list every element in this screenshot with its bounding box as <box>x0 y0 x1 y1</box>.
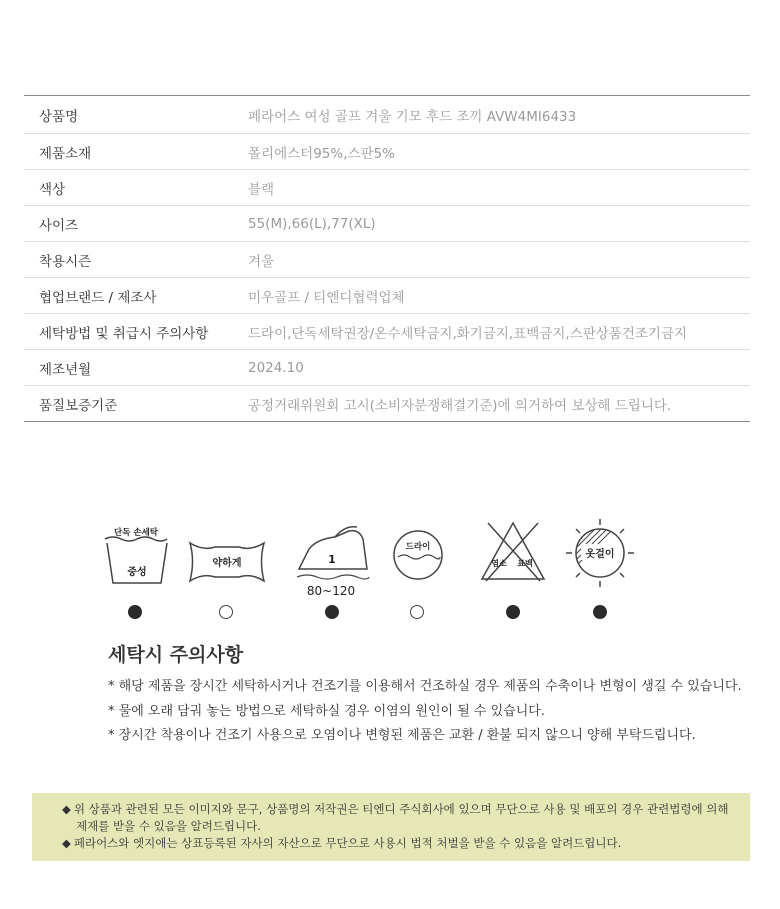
care-notes-list <box>108 675 742 749</box>
notice-text: 위 상품과 관련된 모든 이미지와 문구, 상품명의 저작권은 티엔디 주식회사에 있으며 무단으로 사용 및 배포의 경우 관련법령에 의해 <box>73 802 729 816</box>
wring-icon <box>187 515 267 587</box>
wring-label: 약하게 <box>212 558 242 569</box>
iron-icon <box>295 515 371 601</box>
row-label: 상품명 <box>39 108 79 125</box>
hand-wash-label: 단독 손세탁 <box>113 528 159 538</box>
row-value: 폴리에스터95%,스판5% <box>248 145 396 162</box>
list-item: * 해당 제품을 장시간 세탁하시거나 건조기를 이용해서 건조하실 경우 제품의 수축이나 변형이 생길 수 있습니다. <box>108 679 742 694</box>
dry-clean-symbol <box>391 515 481 625</box>
wring-symbol <box>187 515 277 625</box>
care-symbols <box>95 515 655 625</box>
row-value: 미우골프 / 티엔디협력업체 <box>248 289 405 306</box>
row-label: 제품소재 <box>39 145 92 162</box>
hang-dry-label: 옷걸이 <box>585 549 615 560</box>
row-label: 색상 <box>39 181 66 198</box>
table-row <box>24 169 750 205</box>
table-row <box>24 313 750 349</box>
row-label: 착용시즌 <box>39 253 92 270</box>
table-row <box>24 205 750 241</box>
iron-symbol <box>295 515 385 625</box>
row-value: 55(M),66(L),77(XL) <box>248 215 376 232</box>
table-row <box>24 277 750 313</box>
row-value: 페라어스 여성 골프 겨울 기모 후드 조끼 AVW4MI6433 <box>248 108 577 125</box>
iron-level: 1 <box>328 553 336 566</box>
care-notes-title: 세탁시 주의사항 <box>108 644 244 666</box>
diamond-bullet-icon: ◆ <box>62 802 71 816</box>
row-value: 블랙 <box>248 181 275 198</box>
row-label: 제조년월 <box>39 361 92 378</box>
dry-clean-icon <box>391 515 447 587</box>
row-value: 드라이,단독세탁권장/온수세탁금지,화기금지,표백금지,스판상품건조기금지 <box>248 325 688 342</box>
product-info-table <box>24 95 750 422</box>
table-row <box>24 385 750 421</box>
chlorine-label: 염소 <box>491 559 507 568</box>
unselected-marker <box>410 605 424 619</box>
bleach-label: 표백 <box>517 559 533 568</box>
row-label: 품질보증기준 <box>39 397 118 414</box>
table-row <box>24 241 750 277</box>
copyright-notice <box>32 793 750 861</box>
row-value: 공정거래위원회 고시(소비자분쟁해결기준)에 의거하여 보상해 드립니다. <box>248 397 672 414</box>
hand-wash-symbol <box>103 515 193 625</box>
row-value: 겨울 <box>248 253 275 270</box>
notice-line <box>62 801 730 818</box>
hang-dry-symbol <box>565 515 655 625</box>
selected-marker <box>128 605 142 619</box>
row-label: 사이즈 <box>39 217 79 234</box>
row-value: 2024.10 <box>248 359 304 376</box>
unselected-marker <box>219 605 233 619</box>
list-item: * 물에 오래 담궈 놓는 방법으로 세탁하실 경우 이염의 원인이 될 수 있습니다. <box>108 703 545 719</box>
selected-marker <box>325 605 339 619</box>
list-item: * 장시간 착용이나 건조기 사용으로 오염이나 변형된 제품은 교환 / 환불 되지 않으니 양해 부탁드립니다. <box>108 728 696 743</box>
notice-line <box>62 835 730 852</box>
table-row <box>24 96 750 133</box>
row-label: 협업브랜드 / 제조사 <box>39 289 157 306</box>
row-label: 세탁방법 및 취급시 주의사항 <box>39 325 209 342</box>
table-row <box>24 349 750 385</box>
notice-text: 제재를 받을 수 있음을 알려드립니다. <box>76 819 261 833</box>
notice-text: 페라어스와 엣지애는 상표등록된 자사의 자산으로 무단으로 사용시 법적 처벌을 받을 수 있음을 알려드립니다. <box>73 836 622 850</box>
iron-temperature: 80~120 <box>306 584 356 598</box>
dry-clean-label: 드라이 <box>405 542 431 552</box>
hang-dry-icon <box>565 515 635 587</box>
diamond-bullet-icon: ◆ <box>62 836 71 850</box>
selected-marker <box>506 605 520 619</box>
hand-wash-icon <box>103 515 173 587</box>
selected-marker <box>593 605 607 619</box>
no-bleach-symbol <box>478 515 568 625</box>
no-bleach-icon <box>478 515 548 587</box>
table-row <box>24 133 750 169</box>
hand-wash-detergent: 중성 <box>127 567 147 578</box>
